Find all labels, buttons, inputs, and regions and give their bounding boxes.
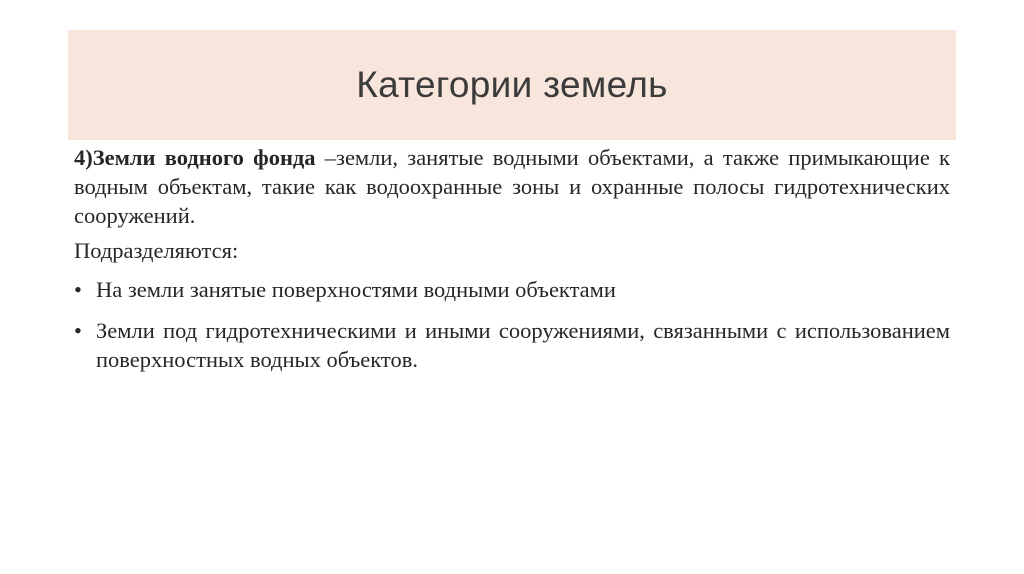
list-item-text: На земли занятые поверхностями водными объектами (96, 277, 616, 302)
subdivision-heading: Подразделяются: (74, 238, 239, 263)
title-band (68, 30, 956, 140)
bullet-list (74, 275, 950, 374)
list-item (74, 316, 950, 374)
list-item-text: Земли под гидротехническими и иными сооружениями, связанными с использованием поверхностных водных объектов. (96, 318, 950, 372)
bullet-icon: • (74, 277, 82, 302)
definition-paragraph (74, 143, 950, 230)
bullet-icon: • (74, 318, 82, 343)
definition-text: –земли, занятые водными объектами, а также примыкающие к водным объектам, такие как водоохранные зоны и охранные полосы гидротехнических сооружений. (74, 145, 950, 228)
slide-body (74, 143, 950, 374)
definition-term: 4)Земли водного фонда (74, 145, 316, 170)
list-item (74, 275, 950, 304)
slide-title: Категории земель (356, 64, 668, 105)
